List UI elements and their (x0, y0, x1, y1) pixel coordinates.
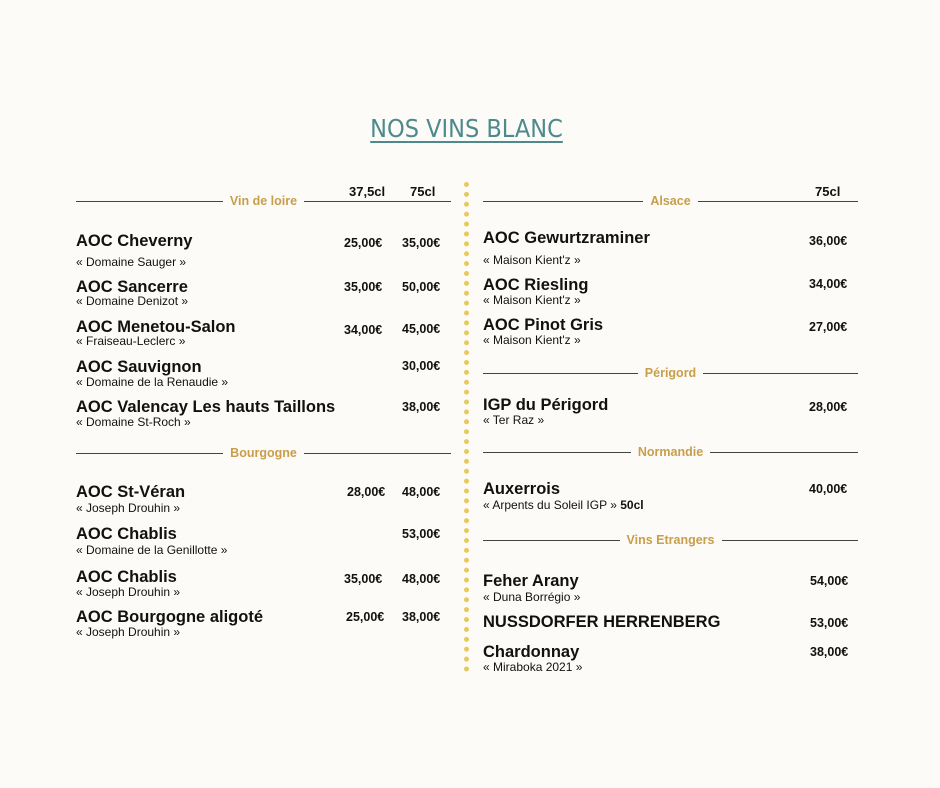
wine-name: AOC Cheverny (76, 232, 193, 250)
wine-producer: « Domaine de la Genillotte » (76, 543, 228, 557)
price-75: 45,00€ (402, 322, 441, 336)
wine-name: IGP du Périgord (483, 396, 609, 414)
wine-producer: « Domaine de la Renaudie » (76, 375, 229, 389)
price-75: 38,00€ (810, 645, 849, 659)
col-header-75: 75cl (410, 184, 436, 199)
price-375: 35,00€ (344, 572, 383, 586)
wine-producer: « Duna Borrégio » (483, 590, 581, 604)
wine-producer: « Domaine Denizot » (76, 294, 189, 308)
price-75: 36,00€ (809, 234, 848, 248)
price-75: 54,00€ (810, 574, 849, 588)
price-375: 34,00€ (344, 323, 383, 337)
wine-name: AOC Chablis (76, 568, 177, 586)
price-75: 38,00€ (402, 400, 441, 414)
wine-producer: « Joseph Drouhin » (76, 585, 181, 599)
price-75: 48,00€ (402, 485, 441, 499)
section-header-loire (76, 194, 451, 208)
wine-name: Auxerrois (483, 480, 561, 498)
wine-producer: « Maison Kient'z » (483, 293, 581, 307)
price-75: 48,00€ (402, 572, 441, 586)
section-header-normandie (483, 445, 858, 459)
price-75: 27,00€ (809, 320, 848, 334)
section-header-vins-etrangers (483, 533, 858, 547)
wine-name: AOC Bourgogne aligoté (76, 608, 263, 626)
section-label: Normandie (637, 445, 704, 459)
wine-name: AOC Valencay Les hauts Taillons (76, 398, 336, 416)
price-75: 34,00€ (809, 277, 848, 291)
wine-name: AOC Pinot Gris (483, 316, 604, 334)
producer-text: « Arpents du Soleil IGP » (483, 498, 617, 512)
wine-name: Chardonnay (483, 643, 580, 661)
col-header-75-right: 75cl (815, 184, 841, 199)
price-75: 28,00€ (809, 400, 848, 414)
col-header-375: 37,5cl (349, 184, 386, 199)
price-375: 25,00€ (344, 236, 383, 250)
wine-name: AOC Chablis (76, 525, 177, 543)
section-label: Bourgogne (230, 446, 297, 460)
wine-name: AOC Menetou-Salon (76, 318, 236, 336)
wine-name: AOC Sauvignon (76, 358, 202, 376)
price-75: 40,00€ (809, 482, 848, 496)
wine-producer: « Miraboka 2021 » (483, 660, 583, 674)
wine-name: Feher Arany (483, 572, 579, 590)
wine-producer: « Joseph Drouhin » (76, 625, 181, 639)
wine-name: AOC St-Véran (76, 483, 186, 501)
price-75: 35,00€ (402, 236, 441, 250)
wine-producer: « Maison Kient'z » (483, 253, 581, 267)
price-75: 30,00€ (402, 359, 441, 373)
wine-producer: « Domaine Sauger » (76, 255, 187, 269)
wine-producer: « Domaine St-Roch » (76, 415, 191, 429)
page-title: NOS VINS BLANC (370, 114, 563, 143)
wine-producer: « Maison Kient'z » (483, 333, 581, 347)
price-75: 53,00€ (402, 527, 441, 541)
price-375: 25,00€ (346, 610, 385, 624)
wine-producer: « Ter Raz » (483, 413, 545, 427)
wine-producer: « Fraiseau-Leclerc » (76, 334, 186, 348)
bottle-size: 50cl (620, 498, 644, 512)
wine-name: AOC Riesling (483, 276, 589, 294)
wine-producer (483, 498, 644, 512)
price-375: 35,00€ (344, 280, 383, 294)
section-header-alsace (483, 194, 858, 208)
wine-name: NUSSDORFER HERRENBERG (483, 613, 721, 631)
section-label: Vins Etrangers (626, 533, 715, 547)
price-375: 28,00€ (347, 485, 386, 499)
wine-name: AOC Sancerre (76, 278, 188, 296)
section-header-perigord (483, 366, 858, 380)
wine-name: AOC Gewurtzraminer (483, 229, 650, 247)
wine-producer: « Joseph Drouhin » (76, 501, 181, 515)
price-75: 50,00€ (402, 280, 441, 294)
price-75: 53,00€ (810, 616, 849, 630)
section-header-bourgogne (76, 446, 451, 460)
section-label: Alsace (650, 194, 691, 208)
section-label: Périgord (644, 366, 697, 380)
price-75: 38,00€ (402, 610, 441, 624)
column-divider (464, 182, 469, 672)
section-label: Vin de loire (229, 194, 298, 208)
